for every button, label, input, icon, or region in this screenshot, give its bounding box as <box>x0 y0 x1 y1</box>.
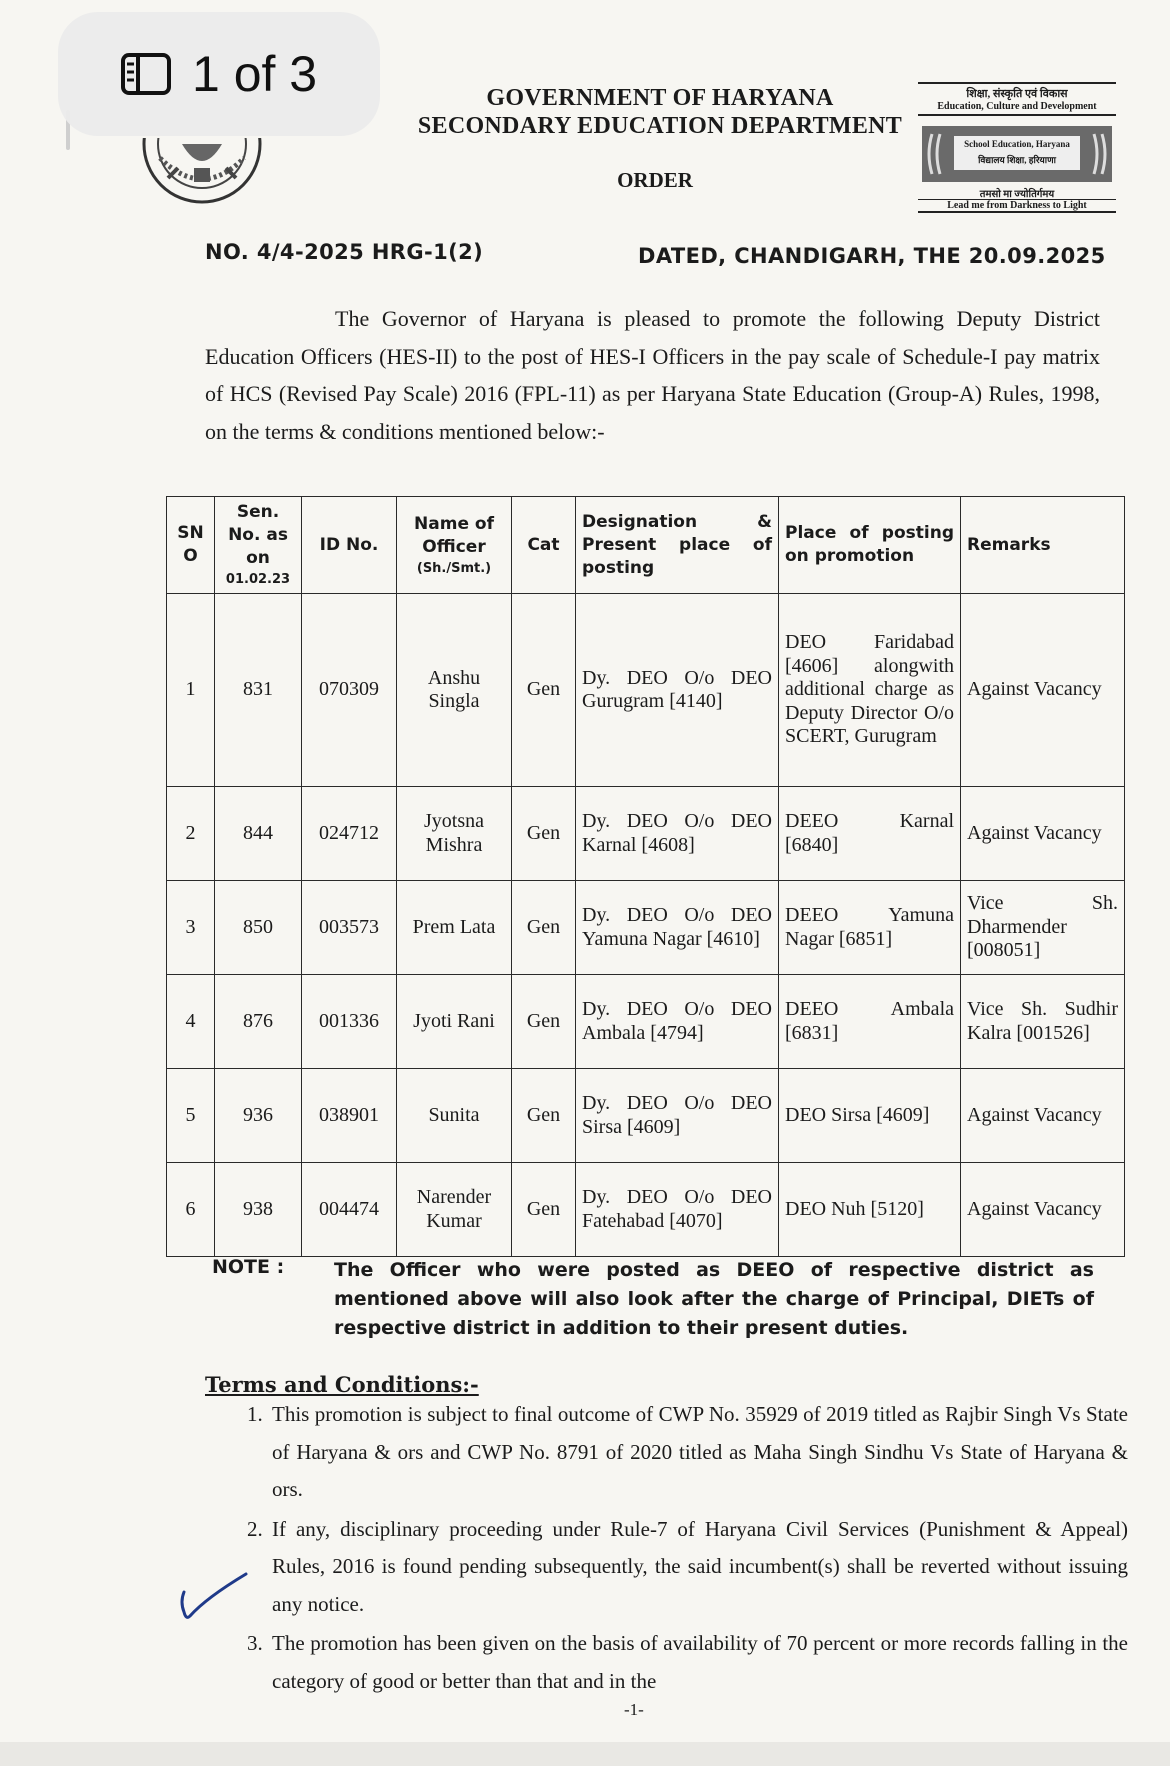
cell-cat: Gen <box>512 881 576 975</box>
cell-seniority: 938 <box>215 1163 302 1257</box>
cell-id: 024712 <box>302 787 397 881</box>
cell-id: 001336 <box>302 975 397 1069</box>
cell-name: Anshu Singla <box>397 594 512 787</box>
table-row <box>167 1069 1125 1163</box>
cell-remarks: Against Vacancy <box>961 1163 1125 1257</box>
cell-seniority: 936 <box>215 1069 302 1163</box>
cell-sno: 2 <box>167 787 215 881</box>
haryana-government-seal-icon <box>138 138 266 204</box>
logo-motto-english: Lead me from Darkness to Light <box>918 199 1116 213</box>
terms-list <box>232 1396 1128 1702</box>
col-header-seniority-date: 01.02.23 <box>225 572 291 587</box>
terms-item: 2. If any, disciplinary proceeding under Rule-7 of Haryana Civil Services (Punishment & Appeal) Rules, 2016 is found pending subsequently, the said incumbent(s) shall be reverted without issuing any notice. <box>268 1511 1128 1624</box>
col-header-designation: Designation & Present place of posting <box>576 497 779 594</box>
department-title: SECONDARY EDUCATION DEPARTMENT <box>417 113 903 139</box>
cell-remarks: Vice Sh. Dharmender [008051] <box>961 881 1125 975</box>
logo-band-english: School Education, Haryana <box>964 139 1070 149</box>
page-indicator-pill[interactable] <box>58 12 380 136</box>
intro-paragraph <box>205 300 1100 450</box>
cell-designation: Dy. DEO O/o DEO Yamuna Nagar [4610] <box>576 881 779 975</box>
col-header-cat: Cat <box>512 497 576 594</box>
cell-sno: 3 <box>167 881 215 975</box>
col-header-name-label: Name of Officer <box>414 513 494 557</box>
cell-designation: Dy. DEO O/o DEO Gurugram [4140] <box>576 594 779 787</box>
cell-id: 003573 <box>302 881 397 975</box>
col-header-remarks: Remarks <box>961 497 1125 594</box>
cell-place: DEO Faridabad [4606] alongwith additional charge as Deputy Director O/o SCERT, Gurugram <box>779 594 961 787</box>
cell-name: Prem Lata <box>397 881 512 975</box>
logo-english-tagline: Education, Culture and Development <box>918 101 1116 116</box>
cell-cat: Gen <box>512 1069 576 1163</box>
order-title: ORDER <box>617 168 693 192</box>
cell-place: DEEO Yamuna Nagar [6851] <box>779 881 961 975</box>
cell-id: 004474 <box>302 1163 397 1257</box>
cell-designation: Dy. DEO O/o DEO Fatehabad [4070] <box>576 1163 779 1257</box>
terms-title: Terms and Conditions:- <box>205 1372 479 1397</box>
col-header-place: Place of posting on promotion <box>779 497 961 594</box>
cell-name: Jyotsna Mishra <box>397 787 512 881</box>
page-number: -1- <box>624 1700 644 1719</box>
col-header-name-title: (Sh./Smt.) <box>416 560 492 576</box>
cell-designation: Dy. DEO O/o DEO Karnal [4608] <box>576 787 779 881</box>
col-header-name <box>397 497 512 594</box>
order-number: NO. 4/4-2025 HRG-1(2) <box>205 240 484 264</box>
col-header-seniority-label: Sen. No. as on <box>228 502 288 568</box>
cell-name: Jyoti Rani <box>397 975 512 1069</box>
table-row <box>167 787 1125 881</box>
cell-sno: 1 <box>167 594 215 787</box>
cell-place: DEO Nuh [5120] <box>779 1163 961 1257</box>
table-row <box>167 594 1125 787</box>
table-row <box>167 881 1125 975</box>
logo-band <box>922 126 1112 182</box>
next-page-edge <box>0 1742 1170 1766</box>
school-education-logo <box>918 82 1116 212</box>
order-date: DATED, CHANDIGARH, THE 20.09.2025 <box>638 244 1106 268</box>
logo-motto-hindi: तमसो मा ज्योतिर्गमय <box>979 189 1055 200</box>
cell-cat: Gen <box>512 975 576 1069</box>
cell-seniority: 831 <box>215 594 302 787</box>
col-header-sno: SN O <box>167 497 215 594</box>
cell-seniority: 876 <box>215 975 302 1069</box>
col-header-id: ID No. <box>302 497 397 594</box>
table-row <box>167 975 1125 1069</box>
cell-place: DEEO Karnal [6840] <box>779 787 961 881</box>
note-text: The Officer who were posted as DEEO of respective district as mentioned above will also look after the charge of Principal, DIETs of respective district in addition to their present duties. <box>334 1259 1094 1339</box>
col-header-seniority <box>215 497 302 594</box>
cell-sno: 6 <box>167 1163 215 1257</box>
cell-designation: Dy. DEO O/o DEO Ambala [4794] <box>576 975 779 1069</box>
cell-name: Narender Kumar <box>397 1163 512 1257</box>
table-row <box>167 1163 1125 1257</box>
cell-seniority: 850 <box>215 881 302 975</box>
cell-cat: Gen <box>512 1163 576 1257</box>
cell-sno: 5 <box>167 1069 215 1163</box>
terms-item: 1. This promotion is subject to final outcome of CWP No. 35929 of 2019 titled as Rajbir Singh Vs State of Haryana & ors and CWP No. 8791 of 2020 titled as Maha Singh Sindhu Vs State of Haryana & ors. <box>268 1396 1128 1509</box>
cell-place: DEO Sirsa [4609] <box>779 1069 961 1163</box>
cell-remarks: Against Vacancy <box>961 1069 1125 1163</box>
cell-designation: Dy. DEO O/o DEO Sirsa [4609] <box>576 1069 779 1163</box>
cell-remarks: Vice Sh. Sudhir Kalra [001526] <box>961 975 1125 1069</box>
cell-name: Sunita <box>397 1069 512 1163</box>
promotion-table <box>166 496 1125 1257</box>
cell-id: 070309 <box>302 594 397 787</box>
cell-remarks: Against Vacancy <box>961 594 1125 787</box>
cell-cat: Gen <box>512 787 576 881</box>
cell-remarks: Against Vacancy <box>961 787 1125 881</box>
cell-id: 038901 <box>302 1069 397 1163</box>
document-pages-icon <box>120 52 172 96</box>
page-indicator-text: 1 of 3 <box>192 46 318 102</box>
logo-hindi-tagline: शिक्षा, संस्कृति एवं विकास <box>918 82 1116 101</box>
cell-seniority: 844 <box>215 787 302 881</box>
handwritten-check-mark-icon <box>176 1562 256 1624</box>
government-title: GOVERNMENT OF HARYANA <box>486 85 834 111</box>
department-heading <box>390 84 930 140</box>
cell-cat: Gen <box>512 594 576 787</box>
cell-sno: 4 <box>167 975 215 1069</box>
terms-item: 3. The promotion has been given on the basis of availability of 70 percent or more records falling in the category of good or better than that and in the <box>268 1625 1128 1700</box>
logo-band-text <box>954 136 1080 170</box>
note-label: NOTE : <box>212 1256 285 1278</box>
table-header-row <box>167 497 1125 594</box>
intro-text: The Governor of Haryana is pleased to promote the following Deputy District Education Officers (HES-II) to the post of HES-I Officers in the pay scale of Schedule-I pay matrix of HCS (Revised Pay Scale) 2016 (FPL-11) as per Haryana State Education (Group-A) Rules, 1998, on the terms & conditions mentioned below:- <box>205 306 1100 444</box>
cell-place: DEEO Ambala [6831] <box>779 975 961 1069</box>
logo-band-hindi: विद्यालय शिक्षा, हरियाणा <box>978 155 1056 165</box>
